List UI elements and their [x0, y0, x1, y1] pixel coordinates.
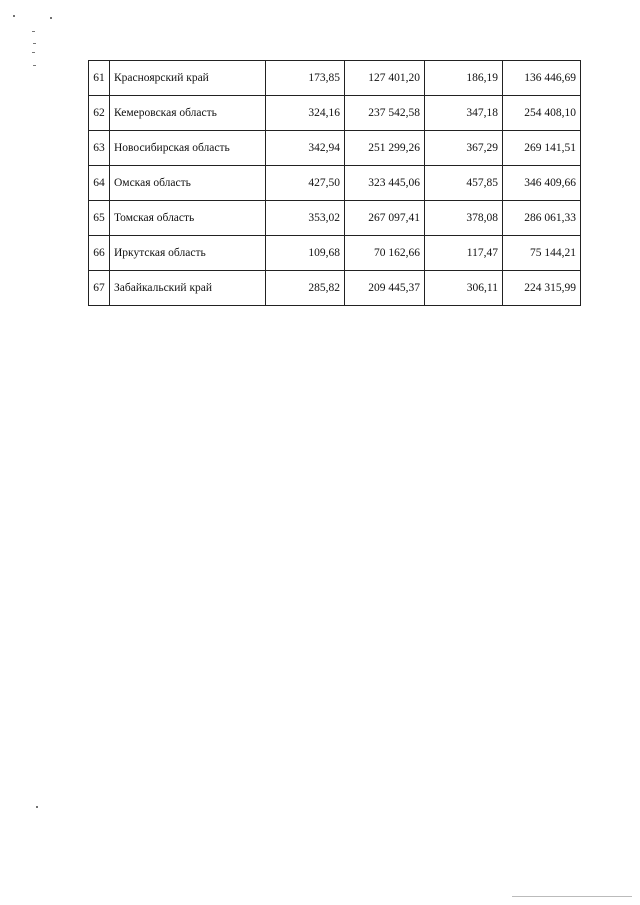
row-number: 64 — [89, 166, 110, 201]
region-name: Томская область — [110, 201, 266, 236]
value-col-1: 109,68 — [266, 236, 345, 271]
value-col-3: 306,11 — [425, 271, 503, 306]
value-col-4: 346 409,66 — [503, 166, 581, 201]
value-col-2: 209 445,37 — [345, 271, 425, 306]
value-col-1: 324,16 — [266, 96, 345, 131]
value-col-4: 269 141,51 — [503, 131, 581, 166]
value-col-1: 353,02 — [266, 201, 345, 236]
row-number: 61 — [89, 61, 110, 96]
value-col-3: 347,18 — [425, 96, 503, 131]
region-name: Красноярский край — [110, 61, 266, 96]
value-col-3: 457,85 — [425, 166, 503, 201]
value-col-4: 286 061,33 — [503, 201, 581, 236]
region-name: Омская область — [110, 166, 266, 201]
scan-speck — [50, 17, 52, 19]
row-number: 62 — [89, 96, 110, 131]
row-number: 63 — [89, 131, 110, 166]
row-number: 67 — [89, 271, 110, 306]
table-row — [89, 96, 581, 131]
value-col-1: 427,50 — [266, 166, 345, 201]
value-col-3: 117,47 — [425, 236, 503, 271]
scan-speck — [36, 806, 38, 808]
table-row — [89, 201, 581, 236]
scan-edge — [512, 896, 632, 897]
table-row — [89, 166, 581, 201]
value-col-4: 75 144,21 — [503, 236, 581, 271]
scan-mark — [32, 52, 35, 53]
scan-speck — [13, 15, 15, 17]
value-col-2: 70 162,66 — [345, 236, 425, 271]
region-name: Кемеровская область — [110, 96, 266, 131]
table-row — [89, 236, 581, 271]
scan-mark — [32, 31, 35, 32]
value-col-1: 342,94 — [266, 131, 345, 166]
value-col-4: 254 408,10 — [503, 96, 581, 131]
row-number: 66 — [89, 236, 110, 271]
table-row — [89, 131, 581, 166]
region-name: Иркутская область — [110, 236, 266, 271]
value-col-1: 173,85 — [266, 61, 345, 96]
value-col-1: 285,82 — [266, 271, 345, 306]
value-col-2: 251 299,26 — [345, 131, 425, 166]
value-col-3: 367,29 — [425, 131, 503, 166]
scan-mark — [33, 65, 36, 66]
value-col-4: 224 315,99 — [503, 271, 581, 306]
value-col-2: 267 097,41 — [345, 201, 425, 236]
table-row — [89, 61, 581, 96]
value-col-4: 136 446,69 — [503, 61, 581, 96]
scan-mark — [33, 43, 36, 44]
regions-table — [88, 60, 581, 306]
value-col-3: 378,08 — [425, 201, 503, 236]
value-col-2: 237 542,58 — [345, 96, 425, 131]
row-number: 65 — [89, 201, 110, 236]
value-col-2: 127 401,20 — [345, 61, 425, 96]
region-name: Новосибирская область — [110, 131, 266, 166]
table-body — [89, 61, 581, 306]
region-name: Забайкальский край — [110, 271, 266, 306]
value-col-2: 323 445,06 — [345, 166, 425, 201]
table-row — [89, 271, 581, 306]
value-col-3: 186,19 — [425, 61, 503, 96]
